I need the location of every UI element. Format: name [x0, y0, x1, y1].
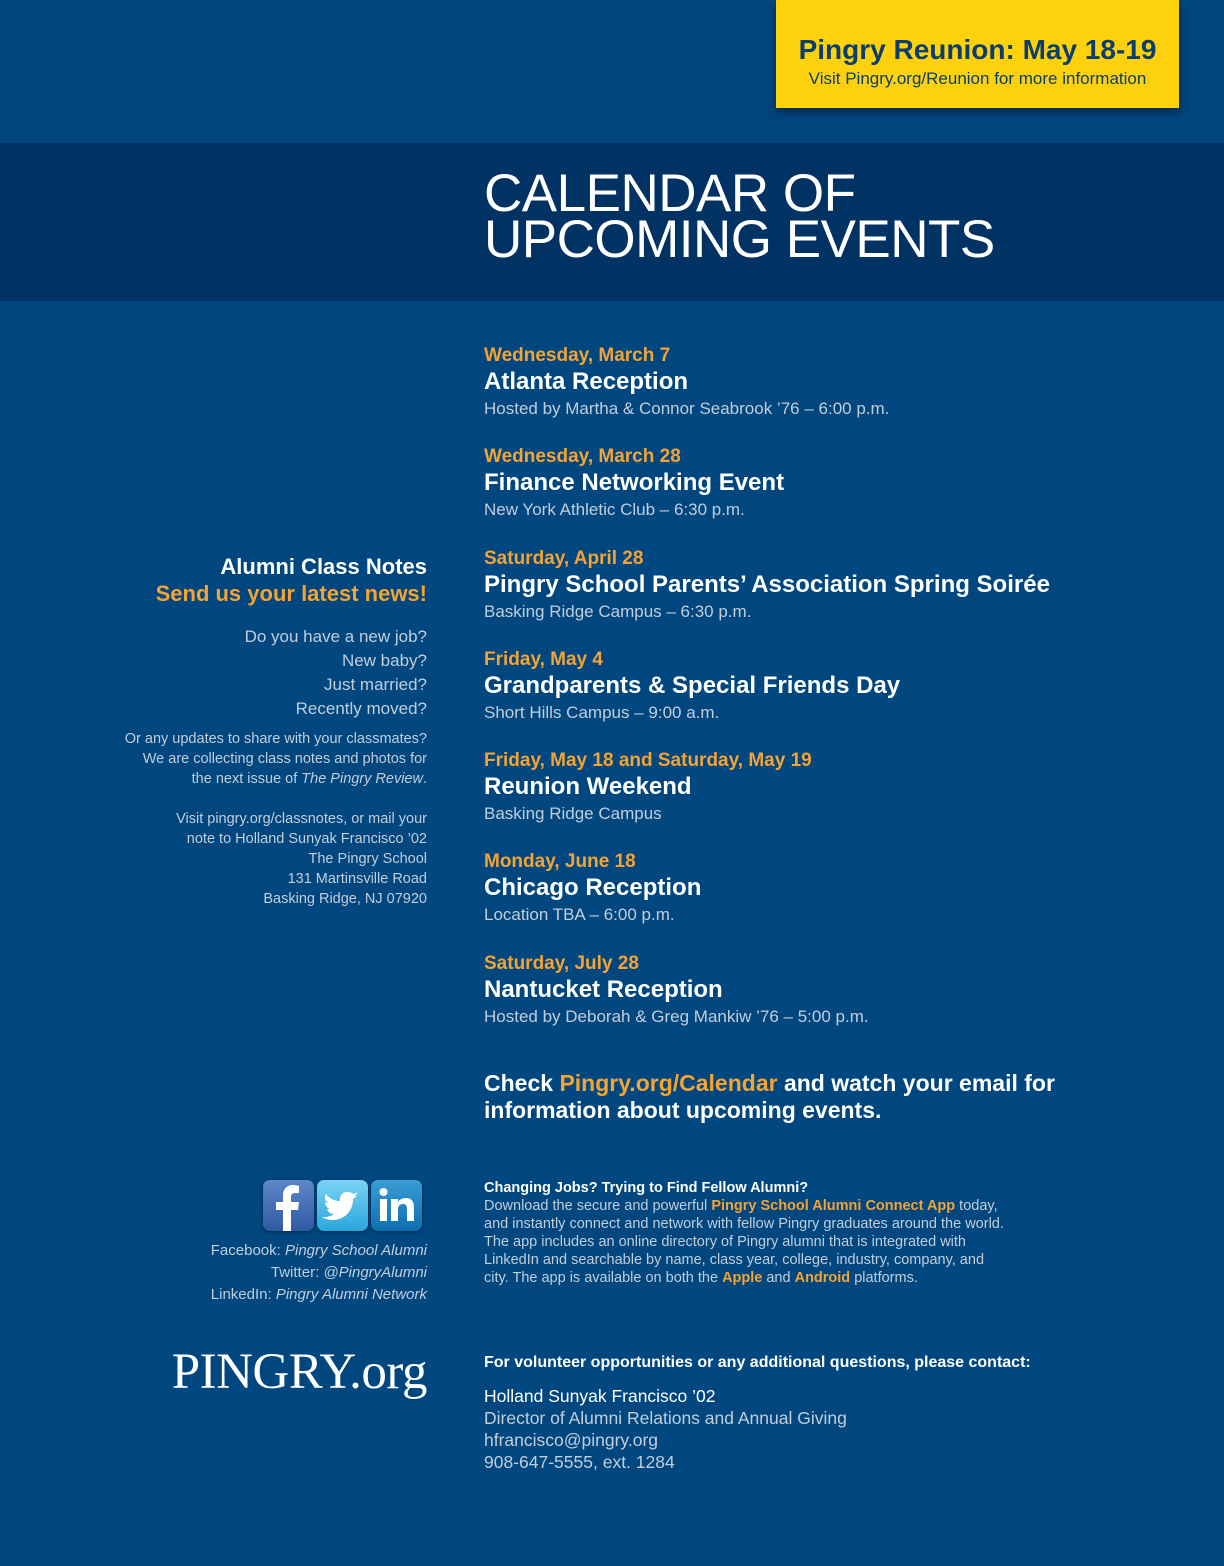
page-title-line1: CALENDAR OF — [484, 164, 856, 223]
page-title-line2: UPCOMING EVENTS — [484, 210, 995, 269]
event-date: Saturday, April 28 — [484, 547, 644, 569]
calendar-note-prefix: Check — [484, 1070, 560, 1096]
calendar-note-suffix: and watch your email for information about upcoming events. — [484, 1070, 1055, 1123]
event-item — [484, 850, 1184, 951]
event-detail: Basking Ridge Campus — [484, 804, 662, 824]
event-item — [484, 749, 1184, 850]
social-icons — [260, 1180, 422, 1232]
updates-line: Or any updates to share with your classmates? — [124, 731, 427, 747]
event-item — [484, 344, 1184, 445]
event-detail: Hosted by Deborah & Greg Mankiw ’76 – 5:00 p.m. — [484, 1006, 869, 1026]
event-name: Pingry School Parents’ Association Spring Soirée — [484, 570, 1050, 598]
linkedin-link[interactable]: Pingry Alumni Network — [275, 1286, 427, 1303]
event-date: Wednesday, March 28 — [484, 446, 681, 468]
updates-line: We are collecting class notes and photos for — [142, 751, 427, 767]
reunion-title: Pingry Reunion: May 18-19 — [798, 34, 1157, 65]
facebook-line — [7, 1240, 427, 1262]
updates-line-prefix: the next issue of — [191, 771, 302, 787]
app-question: Changing Jobs? Trying to Find Fellow Alumni? — [484, 1180, 809, 1196]
event-name: Grandparents & Special Friends Day — [484, 671, 901, 699]
reunion-banner — [776, 0, 1179, 108]
updates-line-suffix: . — [422, 771, 427, 787]
contact-phone: 908-647-5555, ext. 1284 — [484, 1452, 675, 1472]
class-notes-questions — [7, 625, 427, 721]
class-notes-subtitle: Send us your latest news! — [155, 581, 427, 606]
event-detail: New York Athletic Club – 6:30 p.m. — [484, 500, 745, 520]
contact-title: Director of Alumni Relations and Annual Giving — [484, 1408, 847, 1428]
event-detail: Hosted by Martha & Connor Seabrook ’76 – 6:00 p.m. — [484, 399, 890, 418]
apple-link[interactable]: Apple — [722, 1270, 763, 1286]
event-date: Friday, May 4 — [484, 648, 603, 670]
address-line: note to Holland Sunyak Francisco ’02 — [186, 831, 427, 847]
class-notes-title: Alumni Class Notes — [220, 554, 427, 579]
page-title — [484, 164, 995, 269]
app-text: today, and instantly connect and network with fellow Pingry graduates around the world. The app includes an online directory of Pingry alumni that is integrated with LinkedIn and searchable by name, class year, college, industry, company, and city. The app is available on both the — [484, 1198, 1004, 1286]
address-line: Basking Ridge, NJ 07920 — [263, 891, 427, 907]
linkedin-label: LinkedIn: — [210, 1286, 276, 1303]
event-name: Reunion Weekend — [484, 773, 692, 801]
question-line: New baby? — [341, 651, 427, 670]
event-name: Chicago Reception — [484, 874, 702, 902]
publication-title: The Pingry Review — [301, 771, 423, 787]
contact-email[interactable]: hfrancisco@pingry.org — [484, 1430, 659, 1450]
twitter-label: Twitter: — [270, 1264, 324, 1281]
contact-info — [484, 1385, 847, 1473]
facebook-link[interactable]: Pingry School Alumni — [284, 1242, 427, 1259]
event-item — [484, 648, 1184, 749]
event-detail: Short Hills Campus – 9:00 a.m. — [484, 702, 720, 722]
event-date: Monday, June 18 — [484, 851, 636, 873]
contact-heading: For volunteer opportunities or any additional questions, please contact: — [484, 1354, 1031, 1371]
updates-line — [7, 769, 427, 789]
app-text: Download the secure and powerful — [484, 1198, 712, 1214]
app-text: platforms. — [850, 1270, 918, 1286]
facebook-icon[interactable] — [263, 1180, 314, 1231]
event-item — [484, 445, 1184, 546]
alumni-app-info — [484, 1179, 1004, 1287]
title-band — [0, 143, 1224, 301]
facebook-label: Facebook: — [210, 1242, 285, 1259]
event-date: Saturday, July 28 — [484, 952, 639, 974]
twitter-line — [7, 1262, 427, 1284]
app-description — [484, 1197, 1004, 1287]
reunion-subtitle: Visit Pingry.org/Reunion for more information — [808, 69, 1147, 88]
calendar-note — [484, 1070, 1104, 1124]
app-text: and — [762, 1270, 795, 1286]
app-name-link[interactable]: Pingry School Alumni Connect App — [711, 1198, 956, 1214]
question-line: Do you have a new job? — [244, 627, 427, 646]
address-line: 131 Martinsville Road — [287, 871, 427, 887]
twitter-icon[interactable] — [317, 1180, 368, 1231]
question-line: Just married? — [324, 675, 427, 694]
event-name: Atlanta Reception — [484, 368, 689, 395]
event-date: Friday, May 18 and Saturday, May 19 — [484, 750, 812, 772]
class-notes-address — [7, 809, 427, 909]
event-name: Nantucket Reception — [484, 975, 723, 1003]
linkedin-line — [7, 1284, 427, 1306]
address-line: The Pingry School — [308, 851, 427, 867]
event-name: Finance Networking Event — [484, 469, 785, 497]
events-list — [484, 344, 1184, 1053]
address-line: Visit pingry.org/classnotes, or mail your — [176, 811, 427, 827]
class-notes-heading — [7, 553, 427, 607]
event-detail: Basking Ridge Campus – 6:30 p.m. — [484, 601, 752, 621]
event-detail: Location TBA – 6:00 p.m. — [484, 905, 675, 925]
contact-name: Holland Sunyak Francisco ’02 — [484, 1386, 716, 1406]
android-link[interactable]: Android — [794, 1270, 851, 1286]
event-item — [484, 547, 1184, 648]
event-item — [484, 952, 1184, 1053]
pingry-logo[interactable]: PINGRY.org — [171, 1344, 427, 1400]
question-line: Recently moved? — [295, 699, 427, 718]
linkedin-icon[interactable] — [371, 1180, 422, 1231]
class-notes-updates — [7, 729, 427, 789]
social-links — [7, 1240, 427, 1306]
event-date: Wednesday, March 7 — [484, 345, 671, 366]
twitter-link[interactable]: @PingryAlumni — [323, 1264, 427, 1281]
calendar-link[interactable]: Pingry.org/Calendar — [559, 1070, 778, 1096]
